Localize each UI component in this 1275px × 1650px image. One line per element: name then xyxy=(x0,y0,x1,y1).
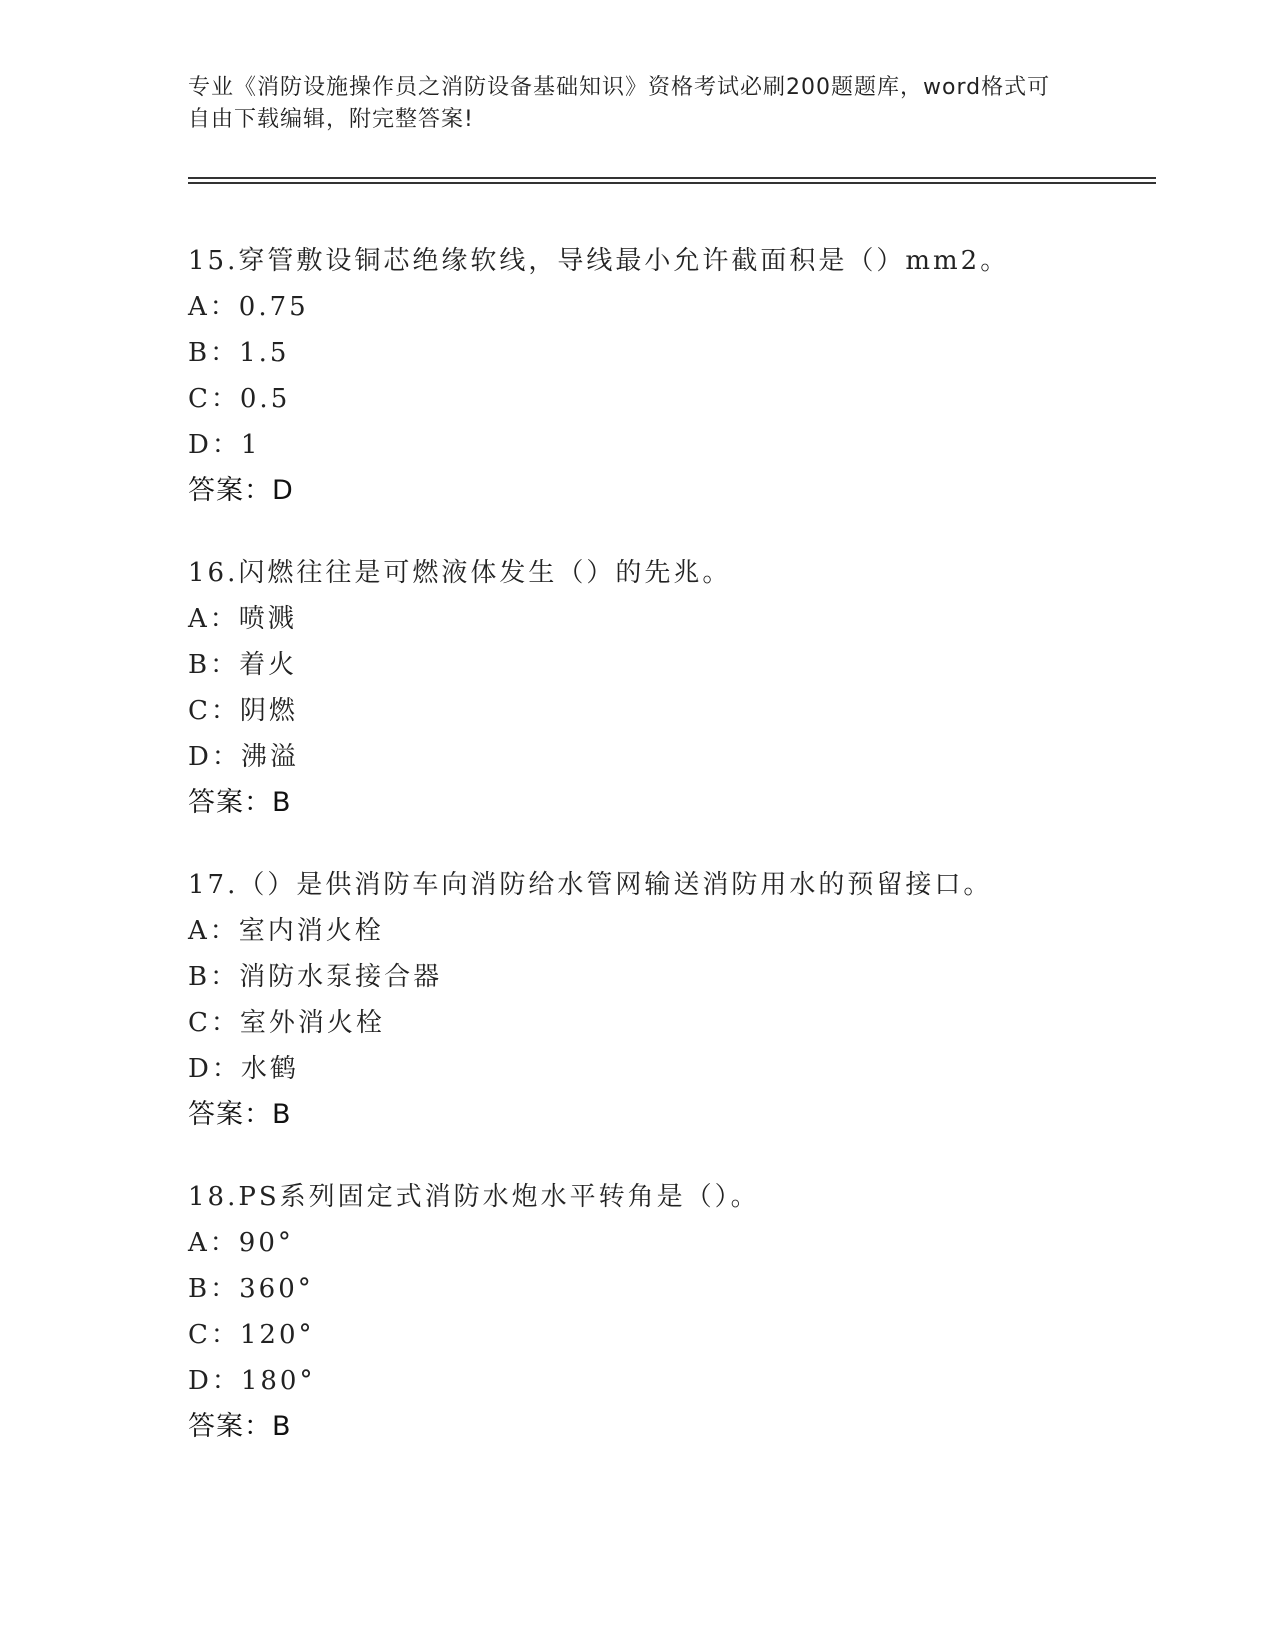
option-a: A：室内消火栓 xyxy=(188,916,384,946)
option-c: C：120° xyxy=(188,1320,315,1350)
option-a: A：0.75 xyxy=(188,292,309,322)
option-b: B：消防水泵接合器 xyxy=(188,962,443,992)
question-15 xyxy=(188,238,1156,514)
option-d: D：180° xyxy=(188,1366,316,1396)
option-d: D：水鹤 xyxy=(188,1054,299,1084)
question-stem: 15.穿管敷设铜芯绝缘软线，导线最小允许截面积是（）mm2。 xyxy=(188,246,1010,276)
question-17 xyxy=(188,862,1156,1138)
answer-line: 答案：B xyxy=(188,1099,292,1130)
header-divider-top xyxy=(188,177,1156,179)
option-d: D：沸溢 xyxy=(188,742,299,772)
question-list xyxy=(188,238,1156,1486)
document-header: 专业《消防设施操作员之消防设备基础知识》资格考试必刷200题题库，word格式可自由下载编辑，附完整答案! xyxy=(188,75,1051,132)
header-divider-bottom xyxy=(188,182,1156,184)
option-b: B：360° xyxy=(188,1274,314,1304)
option-b: B：1.5 xyxy=(188,338,290,368)
question-16 xyxy=(188,550,1156,826)
answer-line: 答案：B xyxy=(188,787,292,818)
option-a: A：喷溅 xyxy=(188,604,297,634)
question-stem: 16.闪燃往往是可燃液体发生（）的先兆。 xyxy=(188,558,732,588)
option-a: A：90° xyxy=(188,1228,294,1258)
question-stem: 18.PS系列固定式消防水炮水平转角是（）。 xyxy=(188,1182,760,1212)
answer-line: 答案：B xyxy=(188,1411,292,1442)
option-c: C：阴燃 xyxy=(188,696,298,726)
question-stem: 17.（）是供消防车向消防给水管网输送消防用水的预留接口。 xyxy=(188,870,993,900)
option-b: B：着火 xyxy=(188,650,298,680)
answer-line: 答案：D xyxy=(188,475,294,506)
question-18 xyxy=(188,1174,1156,1450)
option-c: C：0.5 xyxy=(188,384,291,414)
option-c: C：室外消火栓 xyxy=(188,1008,385,1038)
option-d: D：1 xyxy=(188,430,261,460)
